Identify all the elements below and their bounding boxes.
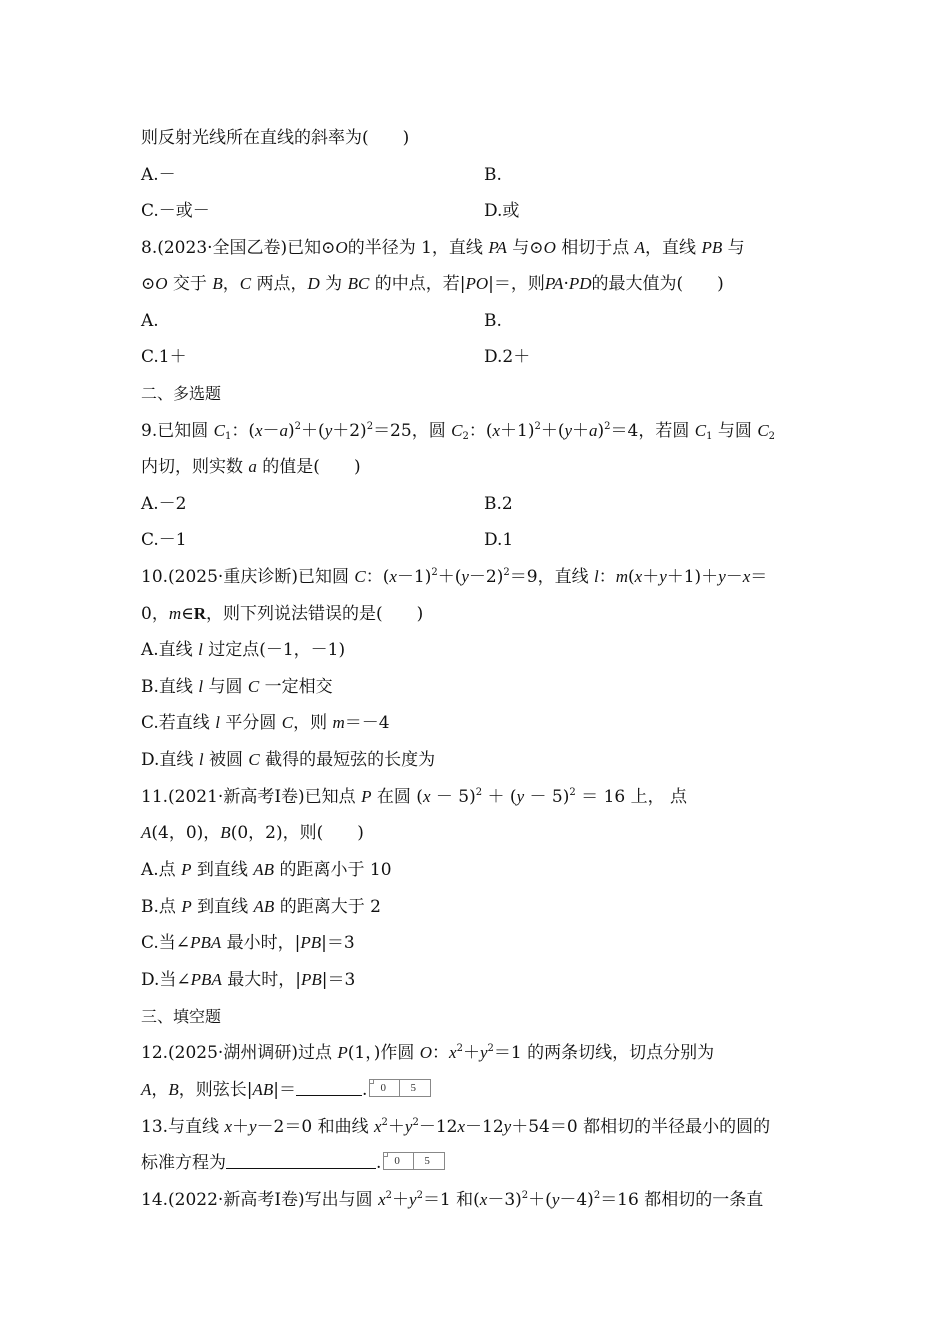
q11-option-b: B.点 P 到直线 AB 的距离大于 2 bbox=[141, 897, 381, 917]
q13-score-box[interactable]: 0 5 bbox=[383, 1152, 445, 1170]
q10-option-a: A.直线 l 过定点(－1，－1) bbox=[141, 640, 346, 660]
q13-stem-line2: 标准方程为 . 0 5 bbox=[141, 1152, 445, 1174]
q14-stem-line1: 14.(2022·新高考Ⅰ卷)写出与圆 $x^2+y^2=1$ 和$(x-3)^2+(y-4)^2=16$ 都相切的一条直 bbox=[141, 1190, 764, 1210]
q10-option-d: D.直线 l 被圆 C 截得的最短弦的长度为 bbox=[141, 750, 436, 770]
q8-option-d: D.2＋ bbox=[484, 347, 531, 367]
q11-option-d: D.当∠PBA 最大时，|PB|＝3 bbox=[141, 970, 356, 990]
q8-option-c: C.1＋ bbox=[141, 347, 187, 367]
q9-stem-line2: 内切，则实数 a 的值是( ) bbox=[141, 457, 361, 477]
section-heading-multiple-choice: 二、多选题 bbox=[141, 384, 222, 403]
q11-stem-line2: A(4，0)，B(0，2)，则( ) bbox=[141, 823, 364, 843]
q8-option-a: A. bbox=[141, 311, 159, 331]
q7-option-a: A.－ bbox=[141, 165, 176, 185]
q12-answer-blank[interactable] bbox=[296, 1079, 362, 1096]
section-heading-fill-in: 三、填空题 bbox=[141, 1007, 222, 1026]
q9-option-b: B.2 bbox=[484, 494, 513, 514]
q7-option-d: D.或 bbox=[484, 201, 520, 221]
q7-stem-tail: 则反射光线所在直线的斜率为( ) bbox=[141, 128, 410, 148]
q13-answer-blank[interactable] bbox=[226, 1152, 376, 1169]
q9-option-c: C.－1 bbox=[141, 530, 187, 550]
q10-stem-line2: 0，m∈R，则下列说法错误的是( ) bbox=[141, 604, 424, 624]
q9-option-a: A.－2 bbox=[141, 494, 187, 514]
q10-option-c: C.若直线 l 平分圆 C，则 m＝－4 bbox=[141, 713, 390, 733]
q12-stem-line2: A，B，则弦长|AB|＝ . 0 5 bbox=[141, 1079, 431, 1101]
q8-source: (2023·全国乙卷) bbox=[157, 238, 288, 258]
q7-option-b: B. bbox=[484, 165, 502, 185]
q13-stem-line1: 13.与直线 x＋y－2＝0 和曲线 $x^2+y^2-12x-12y+54=0$ 都相切的半径最小的圆的 bbox=[141, 1117, 771, 1137]
q8-stem-line1: 8.(2023·全国乙卷)已知⊙O的半径为 1，直线 PA 与⊙O 相切于点 A，直线 PB 与 bbox=[141, 238, 745, 258]
q12-score-box[interactable]: 0 5 bbox=[369, 1079, 431, 1097]
q9-stem-line1: 9.已知圆 $C_1$：$(x-a)^2+(y+2)^2=25$，圆 $C_2$：$(x+1)^2+(y+a)^2=4$，若圆 $C_1$ 与圆 $C_2$ bbox=[141, 421, 776, 442]
q8-option-b: B. bbox=[484, 311, 502, 331]
q7-option-c: C.－或－ bbox=[141, 201, 210, 221]
q10-option-b: B.直线 l 与圆 C 一定相交 bbox=[141, 677, 333, 697]
q12-stem-line1: 12.(2025·湖州调研)过点 P(1，)作圆 O：$x^2+y^2=1$ 的两条切线，切点分别为 bbox=[141, 1043, 715, 1063]
q10-stem-line1: 10.(2025·重庆诊断)已知圆 C：$(x-1)^2+(y-2)^2=9$，直线 l：m(x＋y＋1)＋y－x＝ bbox=[141, 567, 768, 587]
q11-stem-line1: 11.(2021·新高考Ⅰ卷)已知点 P 在圆 $(x - 5)^2 + (y - 5)^2 = 16$ 上， 点 bbox=[141, 787, 688, 807]
q9-option-d: D.1 bbox=[484, 530, 514, 550]
q8-stem-line2: ⊙O 交于 B，C 两点，D 为 BC 的中点，若|PO|＝，则PA·PD的最大值为( ) bbox=[141, 274, 724, 294]
q11-option-c: C.当∠PBA 最小时，|PB|＝3 bbox=[141, 933, 355, 953]
q11-option-a: A.点 P 到直线 AB 的距离小于 10 bbox=[141, 860, 392, 880]
